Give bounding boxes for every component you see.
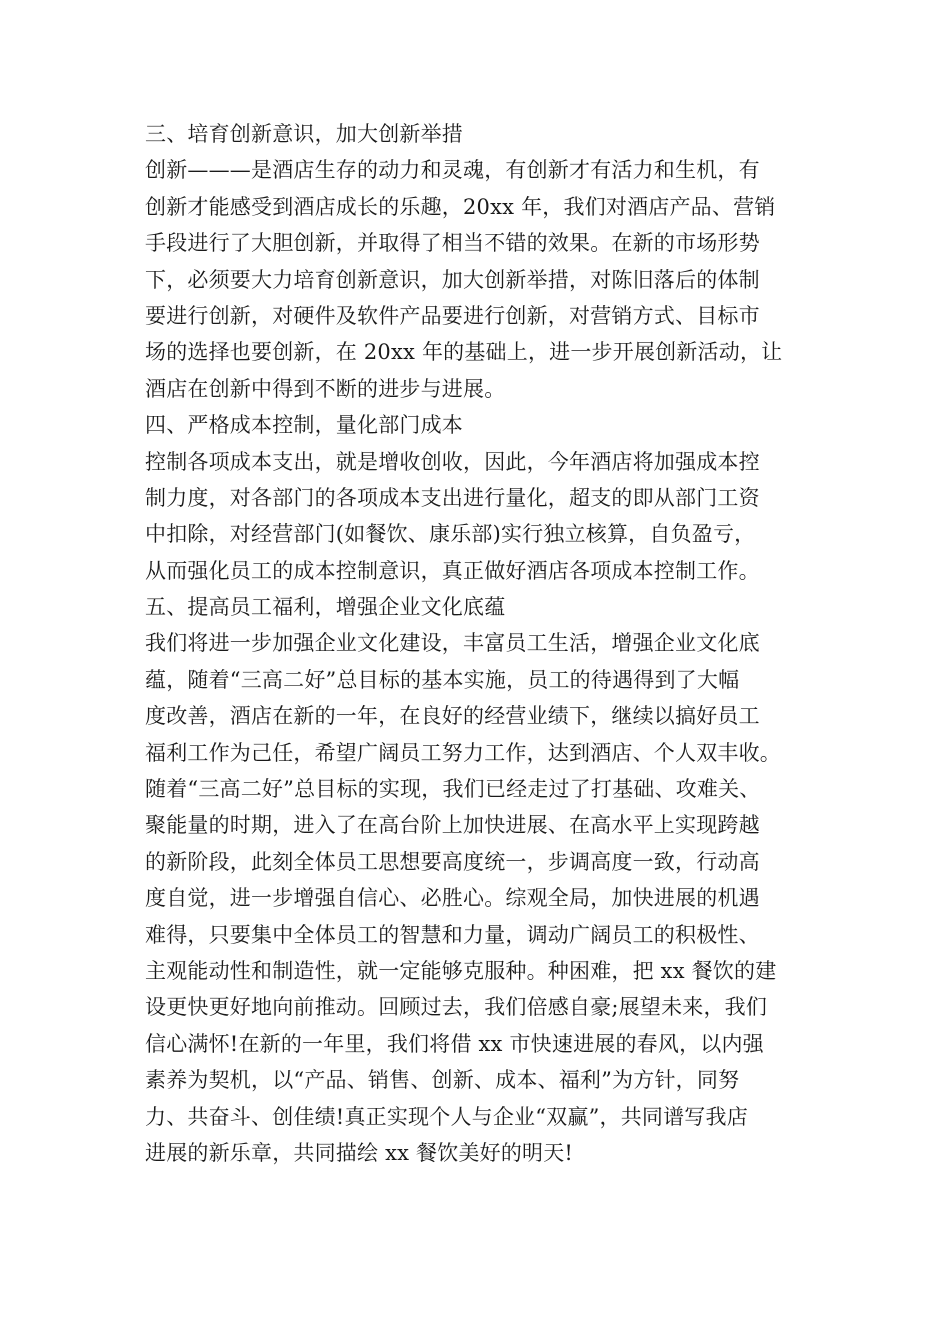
body-line: 设更快更好地向前推动。回顾过去，我们倍感自豪;展望未来，我们 xyxy=(145,995,768,1020)
body-line: 的新阶段，此刻全体员工思想要高度统一，步调高度一致，行动高 xyxy=(145,849,760,874)
document-body xyxy=(145,116,825,1171)
body-line: 随着“三高二好”总目标的实现，我们已经走过了打基础、攻难关、 xyxy=(145,777,761,802)
body-line: 福利工作为己任，希望广阔员工努力工作，达到酒店、个人双丰收。 xyxy=(145,740,781,765)
body-line: 下，必须要大力培育创新意识，加大创新举措，对陈旧落后的体制 xyxy=(145,267,760,292)
body-line: 聚能量的时期，进入了在高台阶上加快进展、在高水平上实现跨越 xyxy=(145,813,760,838)
section-heading: 五、提高员工福利，增强企业文化底蕴 xyxy=(145,595,506,620)
body-line: 创新才能感受到酒店成长的乐趣，20xx 年，我们对酒店产品、营销 xyxy=(145,194,776,219)
body-line: 创新———是酒店生存的动力和灵魂，有创新才有活力和生机，有 xyxy=(145,158,760,183)
body-line: 进展的新乐章，共同描绘 xx 餐饮美好的明天! xyxy=(145,1140,574,1165)
body-line: 制力度，对各部门的各项成本支出进行量化，超支的即从部门工资 xyxy=(145,485,760,510)
body-line: 我们将进一步加强企业文化建设，丰富员工生活，增强企业文化底 xyxy=(145,631,760,656)
body-line: 手段进行了大胆创新，并取得了相当不错的效果。在新的市场形势 xyxy=(145,231,760,256)
section-heading: 四、严格成本控制，量化部门成本 xyxy=(145,413,463,438)
body-line: 素养为契机，以“产品、销售、创新、成本、福利”为方针，同努 xyxy=(145,1068,740,1093)
body-line: 信心满怀!在新的一年里，我们将借 xx 市快速进展的春风，以内强 xyxy=(145,1031,764,1056)
body-line: 要进行创新，对硬件及软件产品要进行创新，对营销方式、目标市 xyxy=(145,303,760,328)
body-line: 主观能动性和制造性，就一定能够克服种。种困难，把 xx 餐饮的建 xyxy=(145,958,777,983)
section-heading: 三、培育创新意识，加大创新举措 xyxy=(145,122,463,146)
body-line: 度自觉，进一步增强自信心、必胜心。综观全局，加快进展的机遇 xyxy=(145,886,760,911)
body-line: 酒店在创新中得到不断的进步与进展。 xyxy=(145,376,506,401)
body-line: 难得，只要集中全体员工的智慧和力量，调动广阔员工的积极性、 xyxy=(145,922,760,947)
body-line: 中扣除，对经营部门(如餐饮、康乐部)实行独立核算，自负盈亏， xyxy=(145,522,756,547)
body-line: 度改善，酒店在新的一年，在良好的经营业绩下，继续以搞好员工 xyxy=(145,704,760,729)
body-line: 力、共奋斗、创佳绩!真正实现个人与企业“双赢”，共同谱写我店 xyxy=(145,1104,748,1129)
body-line: 控制各项成本支出，就是增收创收，因此，今年酒店将加强成本控 xyxy=(145,449,760,474)
body-line: 蕴，随着“三高二好”总目标的基本实施，员工的待遇得到了大幅 xyxy=(145,667,740,692)
body-line: 从而强化员工的成本控制意识，真正做好酒店各项成本控制工作。 xyxy=(145,558,760,583)
body-line: 场的选择也要创新，在 20xx 年的基础上，进一步开展创新活动，让 xyxy=(145,340,783,365)
